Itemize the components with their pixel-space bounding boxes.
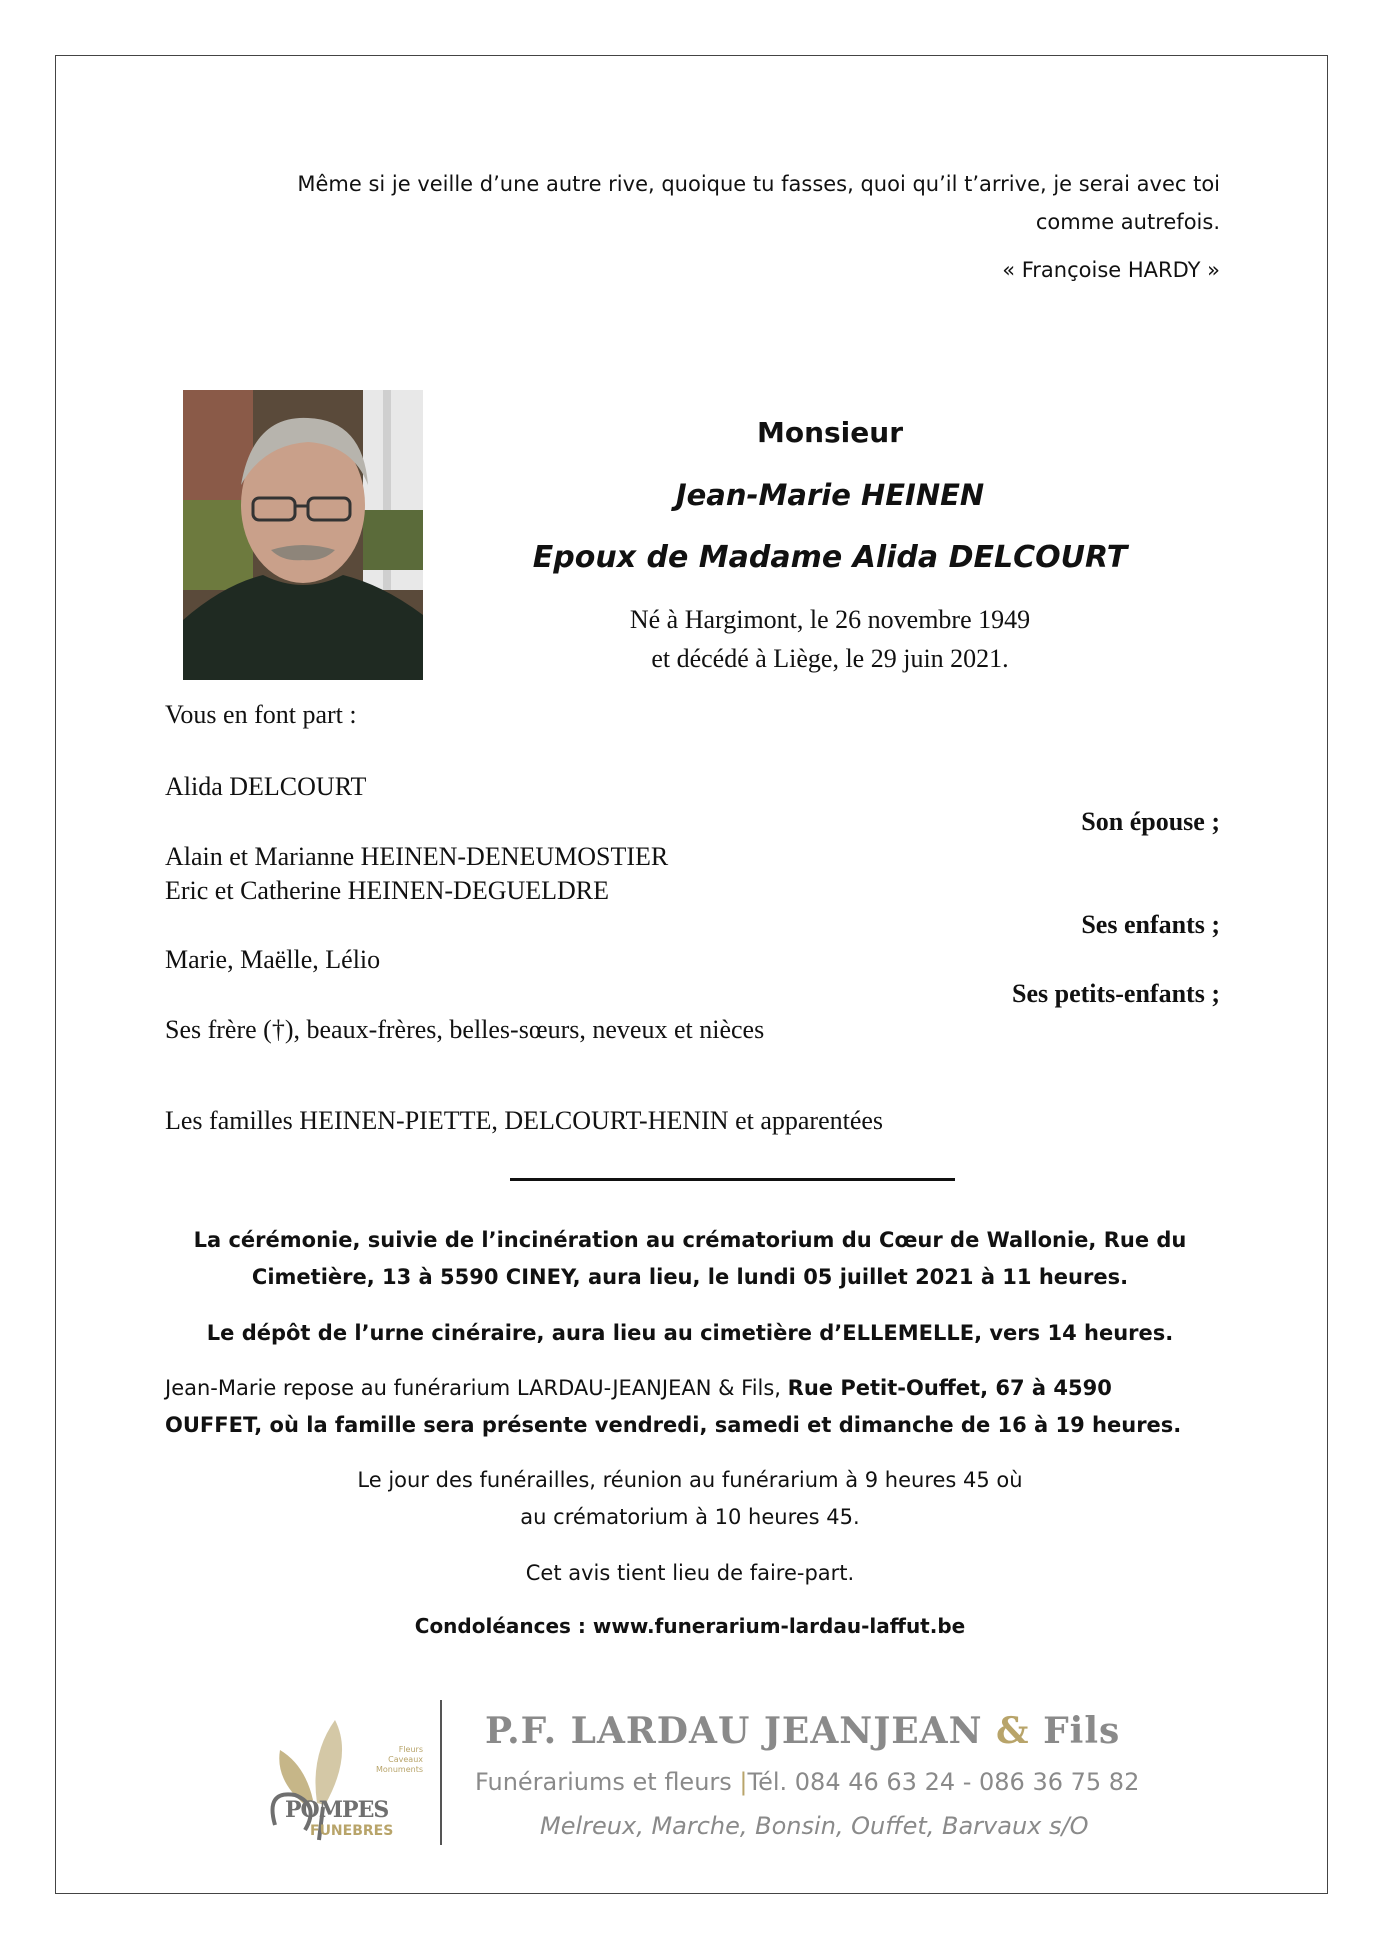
ceremony-text [160,1222,1220,1296]
company-contact [475,1768,1139,1796]
death-line: et décédé à Liège, le 29 juin 2021. [651,644,1009,673]
company-name-amp: & [996,1710,1030,1752]
company-name-main: P.F. LARDAU JEANJEAN [485,1710,997,1752]
repose-bold-2: OUFFET, où la famille sera présente vendredi, samedi et dimanche de 16 à 19 heures. [165,1413,1182,1437]
families-line: Les familles HEINEN-PIETTE, DELCOURT-HENIN et apparentées [165,1106,884,1135]
grandchildren: Marie, Maëlle, Lélio [165,945,381,974]
spouse-line: Epoux de Madame Alida DELCOURT [532,540,1128,575]
logo-text-monuments: Monuments [375,1765,423,1774]
logo-text-caveaux: Caveaux [388,1755,423,1764]
meeting-line-1: Le jour des funérailles, réunion au funérarium à 9 heures 45 où [357,1468,1023,1492]
ceremony-line-1: La cérémonie, suivie de l’incinération au crématorium du Cœur de Wallonie, Rue du [193,1228,1187,1252]
company-locations: Melreux, Marche, Bonsin, Ouffet, Barvaux s/O [540,1812,1089,1840]
birth-line: Né à Hargimont, le 26 novembre 1949 [629,605,1031,634]
company-logo [235,1695,435,1850]
repose-bold-1: Rue Petit-Ouffet, 67 à 4590 [787,1376,1112,1400]
repose-text [165,1370,1225,1444]
portrait-photo [183,390,423,680]
company-phone: Tél. 084 46 63 24 - 086 36 75 82 [747,1768,1140,1796]
urn-text [160,1315,1220,1352]
child-2: Eric et Catherine HEINEN-DEGUELDRE [165,876,610,905]
meeting-text [160,1462,1220,1536]
urn-line: Le dépôt de l’urne cinéraire, aura lieu au cimetière d’ELLEMELLE, vers 14 heures. [206,1321,1174,1345]
logo-word-pompes: POMPES [285,1797,389,1823]
siblings-line: Ses frère (†), beaux-frères, belles-sœurs, neveux et nièces [165,1015,765,1044]
logo-text-fleurs: Fleurs [398,1745,423,1754]
quote-line-1: Même si je veille d’une autre rive, quoique tu fasses, quoi qu’il t’arrive, je serai avec toi [297,172,1220,196]
quote-line-2: comme autrefois. [1035,210,1220,234]
company-name-fils: Fils [1029,1710,1121,1752]
company-services: Funérariums et fleurs [475,1768,740,1796]
repose-plain: Jean-Marie repose au funérarium LARDAU-JEANJEAN & Fils, [165,1376,788,1400]
title-monsieur: Monsieur [756,416,904,449]
deceased-name: Jean-Marie HEINEN [675,478,985,512]
footer-divider [440,1700,442,1845]
children-role: Ses enfants ; [1081,910,1220,939]
condolences-text [160,1608,1220,1645]
spouse-role: Son épouse ; [1081,807,1220,836]
notice-text: Cet avis tient lieu de faire-part. [525,1561,855,1585]
logo-word-funebres: FUNEBRES [310,1823,394,1839]
company-divider-bar: | [739,1768,748,1796]
quote-author: « Françoise HARDY » [1002,258,1220,282]
child-1: Alain et Marianne HEINEN-DENEUMOSTIER [165,842,669,871]
condolences-line: Condoléances : www.funerarium-lardau-laffut.be [414,1614,966,1638]
ceremony-line-2: Cimetière, 13 à 5590 CINEY, aura lieu, le lundi 05 juillet 2021 à 11 heures. [251,1265,1129,1289]
family-intro: Vous en font part : [165,700,357,729]
grandchildren-role: Ses petits-enfants ; [1012,979,1220,1008]
meeting-line-2: au crématorium à 10 heures 45. [520,1505,860,1529]
spouse-name: Alida DELCOURT [165,772,367,801]
company-name [485,1710,1120,1752]
separator-line [510,1178,955,1181]
